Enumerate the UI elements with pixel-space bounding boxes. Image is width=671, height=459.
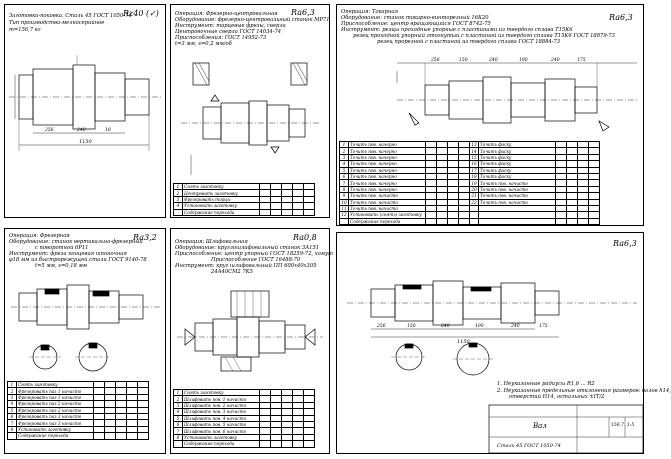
technical-note: 1. Неуказанные радиусы R1,6 ... R2 (497, 381, 595, 387)
note-line: Инструмент: торцевые фрезы, сверла (175, 23, 286, 29)
table-row: 5 Шлифовать пов. 4 начисто (174, 415, 315, 421)
note-line: 24А40СМ2 7К5 (211, 269, 253, 275)
panel-workpiece (4, 4, 166, 218)
table-row: 3 Фрезеровать паз 1 начисто (8, 394, 149, 400)
note-line: Приспособление ГОСТ 16488-70 (211, 257, 301, 263)
panel-turning (336, 4, 644, 226)
table-row: 4 Шлифовать пов. 3 начисто (174, 409, 315, 415)
table-row: 2 Центровать заготовку (174, 190, 315, 196)
table-row: 10 Точить пов. начисто 22 Точить пов. начисто (340, 199, 600, 205)
table-row: 5 Точить пов. начерно 17 Точить фаску (340, 167, 600, 173)
table-row: 5 Фрезеровать паз 2 начисто (8, 407, 149, 413)
dim-label: 256 (377, 324, 386, 329)
table-row: 4 Фрезеровать паз 2 начисто (8, 401, 149, 407)
dim-label: 18 (105, 128, 111, 133)
dim-label: 256 (45, 128, 54, 133)
dim-label: 175 (539, 324, 548, 329)
table-row: 4 Точить пов. начерно 16 Точить фаску (340, 161, 600, 167)
operations-table (339, 141, 600, 225)
table-row: 3 Фрезеровать торцы (174, 196, 315, 202)
note-line: Тип производства-мелкосерийное (9, 20, 105, 26)
note-line: Приспособление: центр вращающийся ГОСТ 8742-75 (341, 21, 491, 27)
note-line: Операция: Фрезерная (9, 233, 70, 239)
note-line: Операция: Фрезерно-центровальная (175, 11, 278, 17)
operations-table (173, 389, 315, 448)
dim-label: 256 (431, 58, 440, 63)
note-line: Инструмент: резцы проходные упорные с пластинами из твердого сплава Т15К6 (341, 27, 573, 33)
dim-label: 150 (407, 324, 416, 329)
note-line: Операция: Токарная (341, 9, 398, 15)
table-row: 1 Точить пов. начерно 13 Точить фаску (340, 142, 600, 148)
dim-label: 190 (519, 58, 528, 63)
panel-part-drawing (336, 232, 671, 454)
table-row: 1 Снять заготовку (174, 390, 315, 396)
technical-note: 2. Неуказанные предельные отклонения размеров: валов h14, (497, 388, 671, 394)
note-line: Оборудование: станок токарно-винторезный 16К20 (341, 15, 489, 21)
note-line: Приспособление: центр упорный ГОСТ 18259-72, хомут (175, 251, 333, 257)
table-row: 1 Снять заготовку (8, 382, 149, 388)
note-line: Центровочные сверла ГОСТ 14034-74 (175, 29, 282, 35)
table-row: 3 Шлифовать пов. 2 начисто (174, 402, 315, 408)
table-footer: Содержание перехода (174, 209, 315, 215)
dim-label: 175 (577, 58, 586, 63)
table-row: 7 Фрезеровать паз 3 начисто (8, 420, 149, 426)
table-row: 2 Шлифовать пов. 1 начисто (174, 396, 315, 402)
part-mass: 156,7 (611, 423, 624, 428)
note-line: Инструмент: круг шлифовальный ПП 600x40x305 (175, 263, 317, 269)
dim-label: 150 (459, 58, 468, 63)
table-row: 4 Установить заготовку (174, 203, 315, 209)
table-row: 8 Установить заготовку (8, 426, 149, 432)
note-line: резец прорезной с пластиной из твердого сплава ГОСТ 18884-73 (377, 39, 561, 45)
technical-note: отверстий H14, остальных ±IT/2 (509, 394, 605, 400)
table-footer: Содержание перехода (8, 433, 149, 439)
note-line: Приспособления: ГОСТ 14952-73 (175, 35, 267, 41)
note-line: Заготовка-поковка. Сталь 45 ГОСТ 1050-74 (9, 13, 132, 19)
dim-label: 1150 (79, 139, 92, 145)
note-line: φ18 мм из быстрорежущей стали ГОСТ 9140-78 (9, 257, 147, 263)
table-row: 3 Точить пов. начерно 15 Точить фаску (340, 154, 600, 160)
dim-label: 190 (475, 324, 484, 329)
roughness-mark: Rz40 (✓) (123, 9, 159, 18)
note-line: Оборудование: станок вертикально-фрезерный (9, 239, 143, 245)
panel-keyway-milling (4, 228, 166, 454)
table-row: 7 Шлифовать пов. 6 начисто (174, 428, 315, 434)
part-scale: 1:5 (627, 423, 635, 428)
note-line: t=3 мм, s=0,2 мм/об (175, 41, 232, 47)
note-line: m=156,7 кг (9, 27, 41, 33)
roughness-mark: Ra0,8 (293, 233, 317, 242)
table-row: 6 Фрезеровать паз 3 начисто (8, 413, 149, 419)
panel-milling-centering (170, 4, 330, 218)
note-line: t=5 мм, s=0,18 мм (35, 263, 88, 269)
note-line: с поворотной 6Р11 (35, 245, 89, 251)
part-material: Сталь 45 ГОСТ 1050-74 (497, 443, 561, 449)
table-row: 8 Точить пов. начерно 20 Точить пов. начисто (340, 186, 600, 192)
table-row: 9 Точить пов. начисто 21 Точить пов. начисто (340, 193, 600, 199)
table-row: 11 Точить пов. начисто (340, 205, 600, 211)
table-footer: Содержание перехода (340, 218, 600, 224)
shaft-part-drawing (337, 233, 643, 453)
dim-label: 240 (77, 128, 86, 133)
dim-label: 240 (511, 324, 520, 329)
table-row: 7 Точить пов. начерно 19 Точить пов. начисто (340, 180, 600, 186)
note-line: Инструмент: фреза концевая шпоночная (9, 251, 127, 257)
note-line: резец проходной упорный отогнутый с пластиной из твердого сплава Т15К6 ГОСТ 18879-73 (353, 33, 615, 39)
table-row: 6 Точить пов. начерно 18 Точить фаску (340, 173, 600, 179)
table-row: 2 Фрезеровать паз 1 начисто (8, 388, 149, 394)
roughness-mark: Ra6,3 (609, 13, 633, 22)
operations-table (7, 381, 149, 440)
table-row: 12 Установить (снять) заготовку (340, 212, 600, 218)
table-row: 6 Шлифовать пов. 5 начисто (174, 421, 315, 427)
table-row: 8 Установить заготовку (174, 434, 315, 440)
dim-label: 240 (551, 58, 560, 63)
dim-label: 1150 (457, 339, 470, 345)
table-row: 1 Снять заготовку (174, 184, 315, 190)
operations-table (173, 183, 315, 216)
roughness-mark: Ra6,3 (613, 239, 637, 248)
shaft-blank-drawing (5, 5, 165, 217)
note-line: Оборудование: фрезерно-центровальный станок МР71 (175, 17, 330, 23)
table-row: 2 Точить пов. начерно 14 Точить фаску (340, 148, 600, 154)
roughness-mark: Ra3,2 (133, 233, 157, 242)
dim-label: 240 (489, 58, 498, 63)
note-line: Операция: Шлифовальная (175, 239, 248, 245)
note-line: Оборудование: круглошлифовальный станок 3А151 (175, 245, 320, 251)
roughness-mark: Ra6,3 (291, 8, 315, 17)
dim-label: 240 (441, 324, 450, 329)
table-footer: Содержание перехода (174, 441, 315, 447)
panel-grinding (170, 228, 333, 454)
part-title: Вал (533, 422, 547, 430)
